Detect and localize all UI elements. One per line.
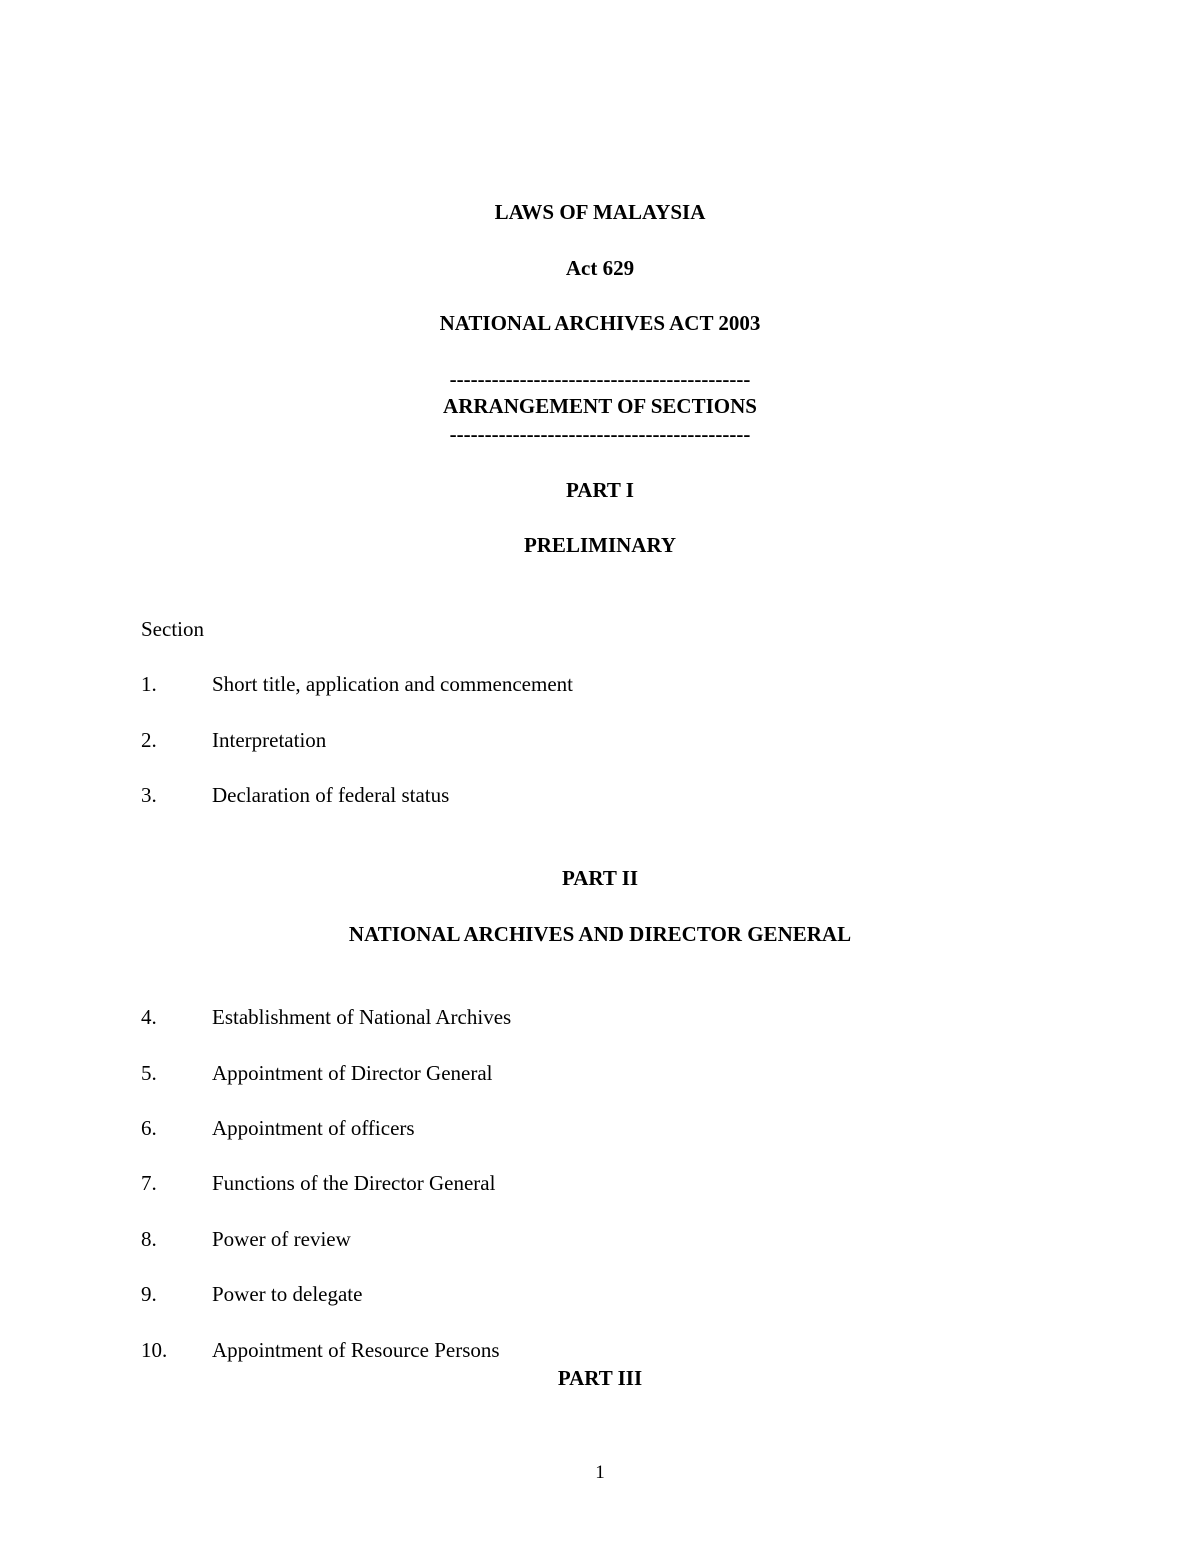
section-title: Functions of the Director General <box>212 1171 496 1195</box>
section-number: 9. <box>141 1282 157 1306</box>
rule-bottom: ------------------------------------------- <box>449 422 751 446</box>
laws-title: LAWS OF MALAYSIA <box>494 200 706 224</box>
section-number: 3. <box>141 783 157 807</box>
section-title: Establishment of National Archives <box>212 1005 512 1029</box>
page-number: 1 <box>595 1462 605 1483</box>
section-title: Declaration of federal status <box>212 783 450 807</box>
part-1-label: PART I <box>566 478 634 502</box>
part-2-heading: NATIONAL ARCHIVES AND DIRECTOR GENERAL <box>348 922 852 946</box>
section-label: Section <box>141 617 204 641</box>
section-title: Appointment of Resource Persons <box>212 1338 500 1362</box>
part-1-heading: PRELIMINARY <box>523 533 677 557</box>
section-number: 7. <box>141 1171 157 1195</box>
section-title: Short title, application and commencement <box>212 672 573 696</box>
section-number: 10. <box>141 1338 168 1362</box>
section-number: 6. <box>141 1116 157 1140</box>
section-number: 4. <box>141 1005 157 1029</box>
section-number: 2. <box>141 728 157 752</box>
act-title: NATIONAL ARCHIVES ACT 2003 <box>439 311 761 335</box>
section-number: 8. <box>141 1227 157 1251</box>
section-title: Appointment of Director General <box>212 1061 493 1085</box>
section-number: 1. <box>141 672 157 696</box>
rule-top: ------------------------------------------- <box>449 367 751 391</box>
part-2-label: PART II <box>561 866 639 890</box>
section-title: Appointment of officers <box>212 1116 415 1140</box>
section-number: 5. <box>141 1061 157 1085</box>
section-title: Power of review <box>212 1227 351 1251</box>
part-3-label: PART III <box>557 1366 643 1390</box>
act-number: Act 629 <box>565 256 635 280</box>
section-title: Power to delegate <box>212 1282 363 1306</box>
section-title: Interpretation <box>212 728 327 752</box>
arrangement-heading: ARRANGEMENT OF SECTIONS <box>443 394 757 418</box>
